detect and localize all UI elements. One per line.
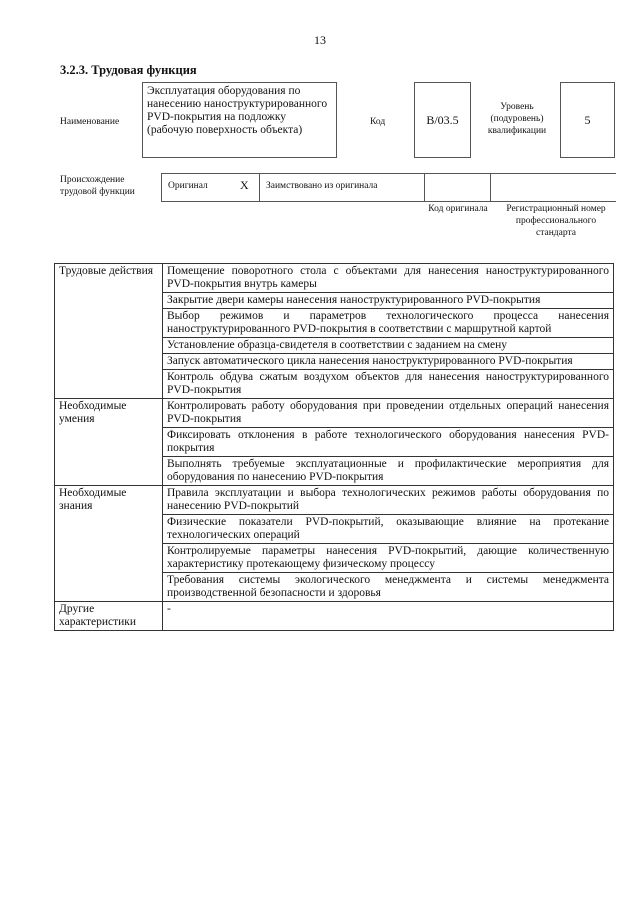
list-item: -: [163, 602, 614, 631]
origin-label: Происхождение трудовой функции: [60, 175, 135, 197]
level-box: [560, 82, 615, 158]
code-label: Код: [370, 117, 386, 127]
list-item: Требования системы экологического менеджмента и системы менеджмента производственной безопасности и здоровья: [163, 573, 614, 602]
list-item: Физические показатели PVD-покрытий, оказывающие влияние на протекание технологических операций: [163, 515, 614, 544]
code-original-caption: Код оригинала: [428, 204, 488, 214]
list-item: Выполнять требуемые эксплуатационные и профилактические мероприятия для оборудования по нанесению PVD-покрытия: [163, 457, 614, 486]
level-label: Уровень (подуровень) квалификации: [487, 102, 547, 136]
row-label-skills: Необходимые умения: [55, 399, 163, 486]
row-label-other: Другие характеристики: [55, 602, 163, 631]
table-row: [55, 486, 614, 515]
list-item: Выбор режимов и параметров технологического процесса нанесения наноструктурированного PVD-покрытия в соответствии с маршрутной картой: [163, 309, 614, 338]
list-item: Запуск автоматического цикла нанесения наноструктурированного PVD-покрытия: [163, 354, 614, 370]
borrowed-label: Заимствовано из оригинала: [266, 181, 378, 191]
table-row: [55, 264, 614, 293]
table-row: [55, 399, 614, 428]
list-item: Фиксировать отклонения в работе технологического оборудования нанесения PVD-покрытия: [163, 428, 614, 457]
list-item: Контролировать работу оборудования при проведении отдельных операций нанесения PVD-покрытия: [163, 399, 614, 428]
list-item: Контроль обдува сжатым воздухом объектов для нанесения наноструктурированного PVD-покрытия: [163, 370, 614, 399]
original-label: Оригинал: [168, 181, 208, 191]
code-value: B/03.5: [426, 113, 459, 127]
divider: [490, 173, 491, 201]
list-item: Контролируемые параметры нанесения PVD-покрытий, дающие количественную характеристику протекающему физическому процессу: [163, 544, 614, 573]
row-label-labor-actions: Трудовые действия: [55, 264, 163, 399]
section-title: 3.2.3. Трудовая функция: [60, 63, 197, 77]
divider: [424, 173, 425, 201]
table-row: [55, 602, 614, 631]
list-item: Установление образца-свидетеля в соответствии с заданием на смену: [163, 338, 614, 354]
list-item: Правила эксплуатации и выбора технологических режимов работы оборудования по нанесению PVD-покрытий: [163, 486, 614, 515]
function-name-box: [142, 82, 337, 158]
labor-function-table: [54, 263, 614, 631]
list-item: Помещение поворотного стола с объектами для нанесения наноструктурированного PVD-покрытия внутрь камеры: [163, 264, 614, 293]
list-item: Закрытие двери камеры нанесения наноструктурированного PVD-покрытия: [163, 293, 614, 309]
level-value: 5: [584, 113, 591, 127]
name-label: Наименование: [60, 117, 120, 127]
row-label-knowledge: Необходимые знания: [55, 486, 163, 602]
page-number: 13: [314, 33, 326, 47]
divider: [259, 173, 260, 201]
original-mark: X: [240, 178, 249, 192]
code-box: [414, 82, 471, 158]
origin-row: [161, 173, 616, 202]
divider: [161, 173, 162, 201]
reg-number-caption: Регистрационный номер профессионального стандарта: [506, 204, 606, 238]
function-name-value: Эксплуатация оборудования по нанесению наноструктурированного PVD-покрытия на подложку (рабочую поверхность объекта): [147, 85, 328, 136]
